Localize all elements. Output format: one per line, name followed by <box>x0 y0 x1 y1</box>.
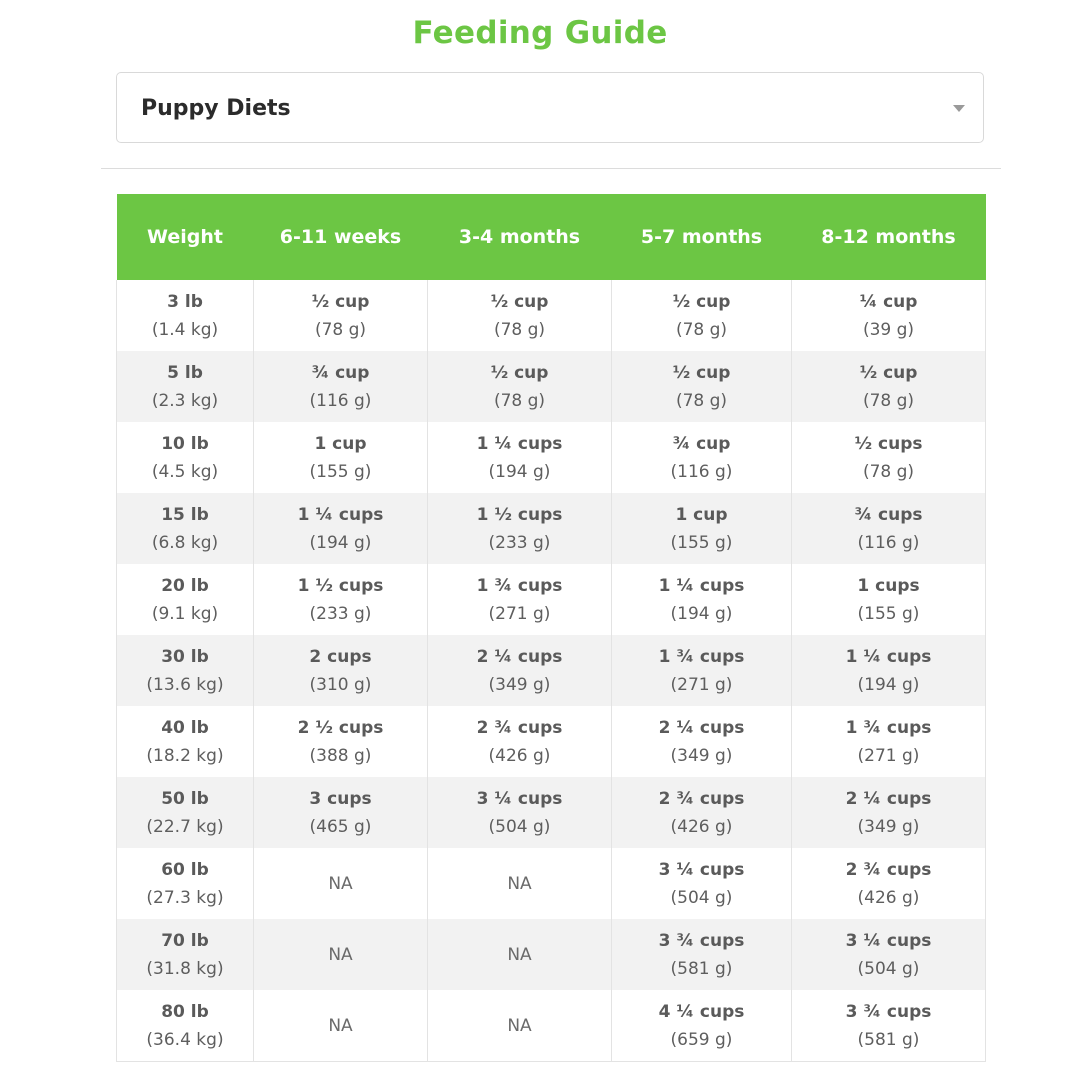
portion-metric: (349 g) <box>488 674 551 695</box>
portion-metric: (78 g) <box>862 390 915 411</box>
portion-cell <box>254 706 428 777</box>
portion-amount: 3 ¼ cups <box>658 859 745 880</box>
portion-metric: (78 g) <box>314 319 367 340</box>
weight-metric: (1.4 kg) <box>151 319 219 340</box>
portion-cell <box>612 493 792 564</box>
table-row <box>117 777 986 848</box>
portion-cell <box>254 564 428 635</box>
portion-cell <box>428 848 612 919</box>
weight-value: 20 lb <box>161 575 209 596</box>
portion-metric: (581 g) <box>857 1029 920 1050</box>
portion-amount: 3 cups <box>309 788 372 809</box>
portion-metric: (504 g) <box>670 887 733 908</box>
table-row <box>117 422 986 493</box>
portion-cell <box>792 919 986 990</box>
weight-cell <box>117 351 254 422</box>
portion-cell <box>612 422 792 493</box>
portion-metric: (504 g) <box>857 958 920 979</box>
portion-amount: 1 cup <box>675 504 728 525</box>
weight-cell <box>117 706 254 777</box>
portion-metric: (349 g) <box>670 745 733 766</box>
portion-amount: 2 ¾ cups <box>476 717 563 738</box>
portion-cell <box>254 635 428 706</box>
column-header-weight: Weight <box>117 194 254 280</box>
portion-amount: 1 ¼ cups <box>658 575 745 596</box>
portion-cell <box>428 493 612 564</box>
portion-amount: ½ cup <box>672 291 731 312</box>
portion-metric: (155 g) <box>857 603 920 624</box>
portion-cell <box>428 280 612 351</box>
portion-cell <box>254 493 428 564</box>
portion-cell <box>254 351 428 422</box>
portion-cell <box>792 351 986 422</box>
weight-value: 80 lb <box>161 1001 209 1022</box>
weight-metric: (9.1 kg) <box>151 603 219 624</box>
diet-select-value: Puppy Diets <box>141 96 291 121</box>
not-applicable: NA <box>328 873 353 894</box>
weight-cell <box>117 635 254 706</box>
portion-cell <box>612 280 792 351</box>
portion-metric: (116 g) <box>309 390 372 411</box>
portion-amount: ¾ cups <box>854 504 923 525</box>
portion-amount: 2 ½ cups <box>297 717 384 738</box>
table-row <box>117 990 986 1062</box>
portion-metric: (155 g) <box>309 461 372 482</box>
weight-value: 30 lb <box>161 646 209 667</box>
portion-amount: 2 ¾ cups <box>845 859 932 880</box>
portion-metric: (581 g) <box>670 958 733 979</box>
portion-cell <box>792 990 986 1062</box>
portion-metric: (194 g) <box>857 674 920 695</box>
weight-value: 40 lb <box>161 717 209 738</box>
weight-metric: (31.8 kg) <box>146 958 224 979</box>
portion-metric: (78 g) <box>675 319 728 340</box>
weight-cell <box>117 422 254 493</box>
portion-cell <box>254 990 428 1062</box>
portion-amount: ¾ cup <box>672 433 731 454</box>
portion-cell <box>254 280 428 351</box>
portion-amount: 1 ¾ cups <box>476 575 563 596</box>
portion-metric: (271 g) <box>670 674 733 695</box>
table-row <box>117 493 986 564</box>
weight-metric: (6.8 kg) <box>151 532 219 553</box>
not-applicable: NA <box>328 944 353 965</box>
portion-cell <box>792 848 986 919</box>
not-applicable: NA <box>328 1015 353 1036</box>
diet-select[interactable] <box>116 72 984 143</box>
portion-metric: (233 g) <box>488 532 551 553</box>
divider <box>101 168 1001 169</box>
portion-cell <box>612 706 792 777</box>
portion-cell <box>428 919 612 990</box>
weight-value: 50 lb <box>161 788 209 809</box>
table-row <box>117 280 986 351</box>
table-row <box>117 848 986 919</box>
portion-cell <box>792 564 986 635</box>
portion-amount: ½ cups <box>854 433 923 454</box>
portion-amount: ½ cup <box>672 362 731 383</box>
portion-amount: ¾ cup <box>311 362 370 383</box>
portion-metric: (155 g) <box>670 532 733 553</box>
portion-amount: 1 ¼ cups <box>476 433 563 454</box>
portion-metric: (194 g) <box>488 461 551 482</box>
table-header-row <box>117 194 986 280</box>
portion-cell <box>428 635 612 706</box>
table-row <box>117 706 986 777</box>
portion-metric: (349 g) <box>857 816 920 837</box>
portion-amount: 1 ¼ cups <box>297 504 384 525</box>
portion-amount: ½ cup <box>490 291 549 312</box>
portion-metric: (194 g) <box>309 532 372 553</box>
portion-cell <box>612 990 792 1062</box>
weight-value: 5 lb <box>167 362 203 383</box>
portion-cell <box>792 635 986 706</box>
portion-metric: (78 g) <box>675 390 728 411</box>
weight-cell <box>117 564 254 635</box>
weight-value: 15 lb <box>161 504 209 525</box>
not-applicable: NA <box>507 873 532 894</box>
table-row <box>117 635 986 706</box>
weight-cell <box>117 848 254 919</box>
portion-amount: 2 ¼ cups <box>476 646 563 667</box>
portion-cell <box>428 706 612 777</box>
portion-cell <box>254 848 428 919</box>
weight-metric: (36.4 kg) <box>146 1029 224 1050</box>
not-applicable: NA <box>507 944 532 965</box>
portion-metric: (116 g) <box>670 461 733 482</box>
portion-amount: 2 cups <box>309 646 372 667</box>
portion-amount: 2 ¼ cups <box>845 788 932 809</box>
portion-cell <box>254 422 428 493</box>
portion-metric: (271 g) <box>488 603 551 624</box>
column-header-5-7-months: 5-7 months <box>612 194 792 280</box>
weight-metric: (2.3 kg) <box>151 390 219 411</box>
portion-cell <box>792 706 986 777</box>
table-row <box>117 564 986 635</box>
portion-metric: (78 g) <box>493 390 546 411</box>
portion-cell <box>428 564 612 635</box>
weight-cell <box>117 280 254 351</box>
portion-amount: 2 ¼ cups <box>658 717 745 738</box>
portion-amount: 1 ¾ cups <box>658 646 745 667</box>
portion-metric: (465 g) <box>309 816 372 837</box>
portion-amount: 1 ½ cups <box>297 575 384 596</box>
weight-value: 3 lb <box>167 291 203 312</box>
portion-amount: 3 ¼ cups <box>845 930 932 951</box>
portion-metric: (271 g) <box>857 745 920 766</box>
portion-amount: ½ cup <box>490 362 549 383</box>
portion-cell <box>428 351 612 422</box>
portion-amount: 1 ½ cups <box>476 504 563 525</box>
feeding-table <box>116 194 986 1062</box>
portion-metric: (78 g) <box>862 461 915 482</box>
portion-cell <box>792 422 986 493</box>
weight-cell <box>117 493 254 564</box>
portion-metric: (310 g) <box>309 674 372 695</box>
weight-metric: (4.5 kg) <box>151 461 219 482</box>
table-row <box>117 351 986 422</box>
portion-cell <box>612 848 792 919</box>
portion-amount: 3 ¾ cups <box>658 930 745 951</box>
column-header-8-12-months: 8-12 months <box>792 194 986 280</box>
portion-amount: 1 cups <box>857 575 920 596</box>
portion-metric: (39 g) <box>862 319 915 340</box>
portion-amount: 3 ¾ cups <box>845 1001 932 1022</box>
weight-cell <box>117 990 254 1062</box>
portion-amount: ½ cup <box>311 291 370 312</box>
portion-metric: (504 g) <box>488 816 551 837</box>
weight-value: 10 lb <box>161 433 209 454</box>
page-title: Feeding Guide <box>412 15 668 51</box>
weight-cell <box>117 919 254 990</box>
table-row <box>117 919 986 990</box>
weight-metric: (13.6 kg) <box>146 674 224 695</box>
portion-metric: (388 g) <box>309 745 372 766</box>
portion-cell <box>254 777 428 848</box>
portion-amount: 1 cup <box>314 433 367 454</box>
portion-cell <box>792 493 986 564</box>
portion-amount: ¼ cup <box>859 291 918 312</box>
portion-metric: (194 g) <box>670 603 733 624</box>
chevron-down-icon[interactable] <box>953 105 965 112</box>
portion-metric: (233 g) <box>309 603 372 624</box>
portion-cell <box>612 351 792 422</box>
portion-cell <box>612 564 792 635</box>
portion-cell <box>612 635 792 706</box>
portion-cell <box>792 777 986 848</box>
portion-cell <box>428 777 612 848</box>
weight-value: 70 lb <box>161 930 209 951</box>
weight-value: 60 lb <box>161 859 209 880</box>
portion-cell <box>428 990 612 1062</box>
portion-amount: 1 ¼ cups <box>845 646 932 667</box>
column-header-6-11-weeks: 6-11 weeks <box>254 194 428 280</box>
portion-metric: (426 g) <box>857 887 920 908</box>
weight-cell <box>117 777 254 848</box>
portion-cell <box>792 280 986 351</box>
portion-metric: (426 g) <box>670 816 733 837</box>
portion-amount: 1 ¾ cups <box>845 717 932 738</box>
portion-metric: (78 g) <box>493 319 546 340</box>
portion-amount: ½ cup <box>859 362 918 383</box>
portion-metric: (659 g) <box>670 1029 733 1050</box>
column-header-3-4-months: 3-4 months <box>428 194 612 280</box>
weight-metric: (22.7 kg) <box>146 816 224 837</box>
portion-metric: (116 g) <box>857 532 920 553</box>
portion-metric: (426 g) <box>488 745 551 766</box>
portion-amount: 4 ¼ cups <box>658 1001 745 1022</box>
portion-amount: 2 ¾ cups <box>658 788 745 809</box>
portion-cell <box>612 919 792 990</box>
portion-cell <box>612 777 792 848</box>
portion-cell <box>428 422 612 493</box>
weight-metric: (27.3 kg) <box>146 887 224 908</box>
not-applicable: NA <box>507 1015 532 1036</box>
portion-amount: 3 ¼ cups <box>476 788 563 809</box>
portion-cell <box>254 919 428 990</box>
weight-metric: (18.2 kg) <box>146 745 224 766</box>
